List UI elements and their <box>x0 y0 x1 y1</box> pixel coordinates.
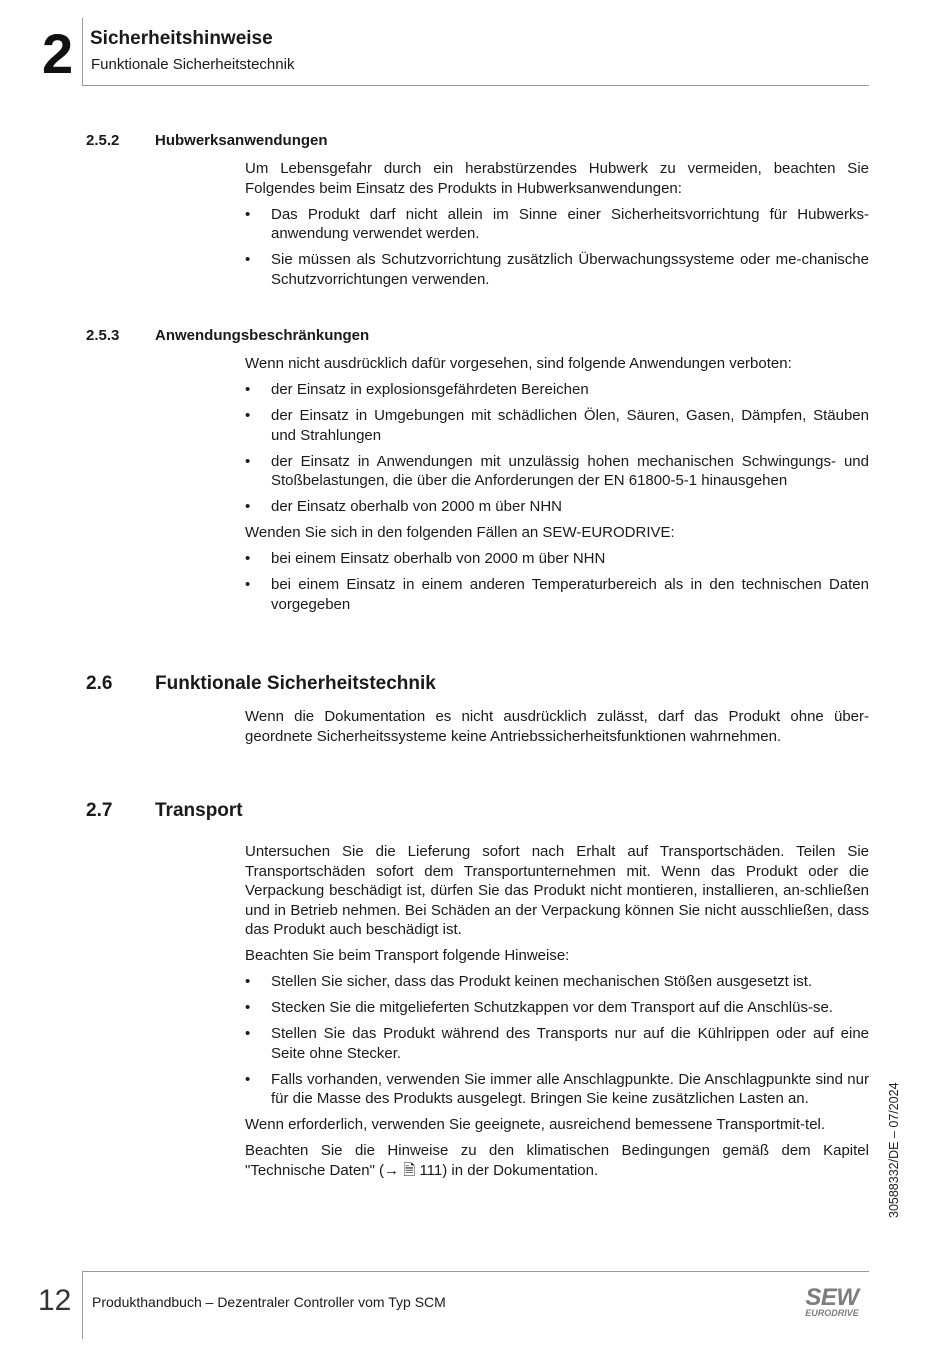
header-subtitle: Funktionale Sicherheitstechnik <box>91 56 295 73</box>
list-item-text: der Einsatz in explosionsgefährdeten Bereichen <box>271 381 589 398</box>
list-item-text: Sie müssen als Schutzvorrichtung zusätzlich Überwachungssysteme oder me-chanische Schutzvorrichtungen verwenden. <box>271 251 869 288</box>
bullet-icon: • <box>245 576 251 593</box>
list-item <box>245 205 869 244</box>
list-item <box>245 575 869 614</box>
list-item-text: bei einem Einsatz in einem anderen Temperaturbereich als in den technischen Daten vorgegeben <box>271 576 869 613</box>
section-2-6-heading: Funktionale Sicherheitstechnik <box>155 673 436 694</box>
list-item-text: Das Produkt darf nicht allein im Sinne einer Sicherheitsvorrichtung für Hubwerks-anwendung verwendet werden. <box>271 205 869 242</box>
list-item <box>245 497 869 517</box>
section-2-5-2-list <box>245 205 869 290</box>
logo-text-bottom: EURODRIVE <box>805 1308 859 1318</box>
section-2-5-3-number: 2.5.3 <box>86 327 120 344</box>
list-item-text: Stellen Sie das Produkt während des Transports nur auf die Kühlrippen oder auf eine Seite ohne Stecker. <box>271 1025 869 1062</box>
list-item <box>245 1024 869 1063</box>
list-item-text: der Einsatz oberhalb von 2000 m über NHN <box>271 498 562 515</box>
bullet-icon: • <box>245 999 251 1016</box>
bullet-icon: • <box>245 498 251 515</box>
section-2-7-number: 2.7 <box>86 800 113 821</box>
header-horizontal-rule <box>82 85 869 86</box>
section-2-7-climate-paragraph: Beachten Sie die Hinweise zu den klimatischen Bedingungen gemäß dem Kapitel "Technische Daten" (→ 🗎 111) in der Dokumentation. <box>245 1142 869 1179</box>
bullet-icon: • <box>245 452 251 470</box>
bullet-icon: • <box>245 973 251 990</box>
section-2-7-intro: Untersuchen Sie die Lieferung sofort nach Erhalt auf Transportschäden. Teilen Sie Transportschäden sofort dem Transportunternehmen mit. Wenn das Produkt oder die Verpackung beschädigt ist, dürfen Sie das Produkt nicht montieren, installieren, an-schließen und in Betrieb nehmen. Bei Schäden an der Verpackung können Sie nicht ausschließen, dass das Produkt auch beschädigt ist. <box>245 843 869 938</box>
list-item <box>245 549 869 569</box>
section-2-7-heading: Transport <box>155 800 243 821</box>
section-2-5-3-list <box>245 380 869 517</box>
list-item-text: der Einsatz in Anwendungen mit unzulässig hohen mechanischen Schwingungs- und Stoßbelastungen, die über die Anforderungen der EN 61800-5-1 hinausgehen <box>271 452 869 489</box>
page-number: 12 <box>38 1284 72 1317</box>
bullet-icon: • <box>245 1025 251 1042</box>
section-2-5-3-contact-intro: Wenden Sie sich in den folgenden Fällen an SEW-EURODRIVE: <box>245 524 675 541</box>
section-2-6-body <box>245 707 869 746</box>
list-item <box>245 406 869 445</box>
bullet-icon: • <box>245 407 251 424</box>
section-2-7-list <box>245 972 869 1109</box>
section-2-7-notes-intro: Beachten Sie beim Transport folgende Hinweise: <box>245 947 570 964</box>
section-2-5-2-heading: Hubwerksanwendungen <box>155 132 328 149</box>
list-item <box>245 452 869 491</box>
section-2-6-number: 2.6 <box>86 673 113 694</box>
section-2-5-2-intro: Um Lebensgefahr durch ein herabstürzendes Hubwerk zu vermeiden, beachten Sie Folgendes beim Einsatz des Produkts in Hubwerksanwendungen: <box>245 160 869 197</box>
list-item <box>245 1070 869 1109</box>
section-2-7-body <box>245 842 869 1180</box>
list-item <box>245 250 869 289</box>
section-2-6-text: Wenn die Dokumentation es nicht ausdrücklich zulässt, darf das Produkt ohne über-geordnete Sicherheitssysteme keine Antriebssicherheitsfunktionen wahrnehmen. <box>245 708 869 745</box>
section-2-5-3-heading: Anwendungsbeschränkungen <box>155 327 370 344</box>
bullet-icon: • <box>245 550 251 567</box>
section-2-5-3-body <box>245 354 869 614</box>
bullet-icon: • <box>245 251 251 268</box>
bullet-icon: • <box>245 381 251 398</box>
list-item <box>245 998 869 1018</box>
list-item-text: Stecken Sie die mitgelieferten Schutzkappen vor dem Transport auf die Anschlüs-se. <box>271 999 833 1016</box>
list-item-text: Falls vorhanden, verwenden Sie immer alle Anschlagpunkte. Die Anschlagpunkte sind nur für die Masse des Produkts ausgelegt. Bringen Sie keine zusätzlichen Lasten an. <box>271 1070 869 1107</box>
section-2-5-2-number: 2.5.2 <box>86 132 120 149</box>
sew-eurodrive-logo <box>795 1284 869 1318</box>
bullet-icon: • <box>245 205 251 223</box>
header-title: Sicherheitshinweise <box>90 28 273 49</box>
section-2-7-equipment-paragraph: Wenn erforderlich, verwenden Sie geeignete, ausreichend bemessene Transportmit-tel. <box>245 1116 826 1133</box>
section-2-5-3-contact-list <box>245 549 869 614</box>
chapter-number: 2 <box>42 22 74 85</box>
footer-vertical-rule <box>82 1271 83 1339</box>
list-item-text: bei einem Einsatz oberhalb von 2000 m über NHN <box>271 550 606 567</box>
footer-horizontal-rule <box>82 1271 869 1272</box>
section-2-5-3-intro: Wenn nicht ausdrücklich dafür vorgesehen, sind folgende Anwendungen verboten: <box>245 355 792 372</box>
list-item <box>245 972 869 992</box>
list-item <box>245 380 869 400</box>
document-id-note: 30588332/DE – 07/2024 <box>887 1082 901 1218</box>
header-vertical-rule <box>82 18 83 86</box>
footer-document-title: Produkthandbuch – Dezentraler Controller vom Typ SCM <box>92 1294 446 1310</box>
list-item-text: Stellen Sie sicher, dass das Produkt keinen mechanischen Stößen ausgesetzt ist. <box>271 973 813 990</box>
logo-text-top: SEW <box>805 1284 859 1311</box>
bullet-icon: • <box>245 1070 251 1088</box>
list-item-text: der Einsatz in Umgebungen mit schädlichen Ölen, Säuren, Gasen, Dämpfen, Stäuben und Strahlungen <box>271 407 869 444</box>
section-2-5-2-body <box>245 159 869 289</box>
